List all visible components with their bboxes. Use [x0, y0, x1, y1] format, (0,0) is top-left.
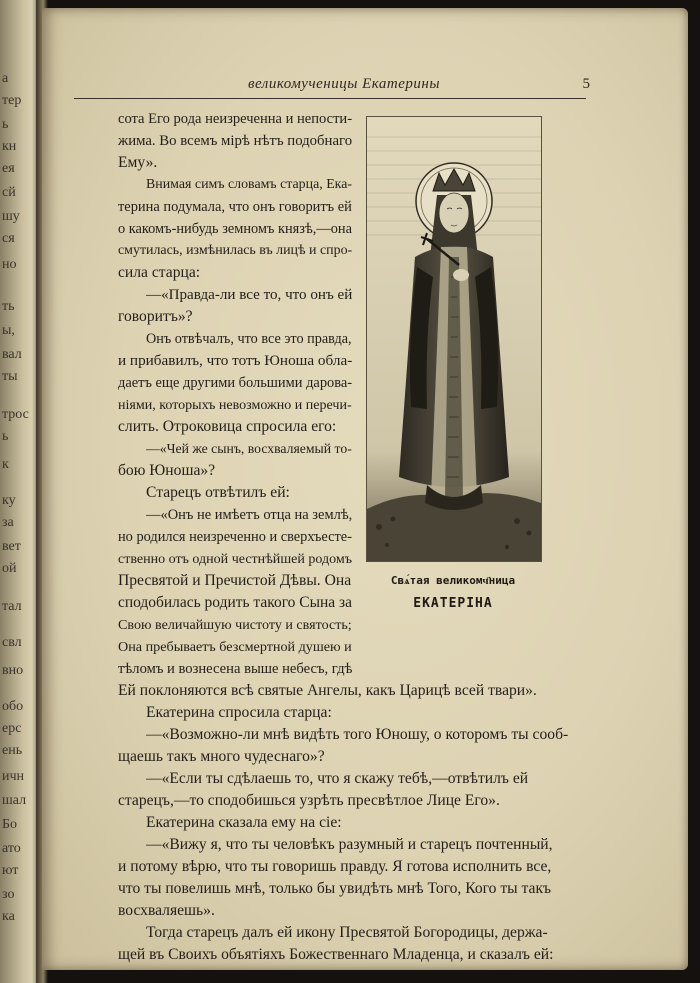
left-page-fragment: к: [2, 458, 9, 472]
text-line: Старецъ отвѣтилъ ей:: [146, 484, 290, 501]
left-page-fragment: Бо: [2, 818, 18, 832]
left-page-fragment: шал: [2, 794, 27, 808]
left-page-fragment: за: [2, 516, 14, 530]
text-line: —«Вижу я, что ты человѣкъ разумный и старецъ почтенный,: [146, 836, 553, 853]
text-line: Екатерина спросила старца:: [146, 704, 332, 721]
left-page-fragment: ку: [2, 494, 16, 508]
left-page-fragment: вет: [2, 540, 21, 554]
text-line: сподобилась родить такого Сына за: [118, 594, 352, 611]
text-line: щаешь такъ много чудеснаго»?: [118, 748, 325, 765]
left-page-fragment: ть: [2, 300, 15, 314]
page-number: 5: [582, 76, 590, 92]
text-line: сота Его рода неизреченна и непости-: [118, 111, 352, 127]
text-line: Внимая симъ словамъ старца, Ека-: [146, 177, 352, 192]
running-head: [70, 76, 590, 100]
left-page-fragment: трос: [2, 408, 29, 422]
text-line: Она пребываетъ безсмертной душею и: [118, 639, 352, 655]
text-line: но родился неизреченно и сверхъесте-: [118, 529, 352, 545]
text-line: щей въ Своихъ объятіяхъ Божественнаго Младенца, и сказалъ ей:: [118, 946, 554, 963]
text-line: Пресвятой и Пречистой Дѣвы. Она: [118, 572, 352, 589]
saint-figure-icon: [367, 117, 541, 561]
illustration-caption-name: ЕКАТЕРІНА: [413, 596, 493, 611]
illustration-caption-title: Свѧ́тая великомч҃ница: [390, 574, 516, 587]
text-line: и потому вѣрю, что ты говоришь правду. Я готова исполнить все,: [118, 858, 552, 875]
left-page-fragment: ют: [2, 864, 19, 878]
text-line: бою Юноша»?: [118, 462, 216, 479]
text-line: слить. Отроковица спросила его:: [118, 418, 337, 435]
left-page-edge: [0, 0, 40, 983]
left-page-fragment: ичн: [2, 770, 25, 784]
left-page-fragment: ея: [2, 162, 15, 176]
text-line: Онъ отвѣчалъ, что все это правда,: [146, 331, 352, 347]
left-page-fragment: тал: [2, 600, 22, 614]
text-line: тѣломъ и вознесена выше небесъ, гдѣ: [118, 661, 352, 677]
left-page-fragment: но: [2, 258, 17, 272]
text-line: говоритъ»?: [118, 308, 193, 325]
text-line: сила старца:: [118, 264, 201, 281]
text-line: Ей поклоняются всѣ святые Ангелы, какъ Царицѣ всей твари».: [118, 682, 537, 699]
left-page-fragment: сй: [2, 186, 16, 200]
saint-icon-illustration: [366, 116, 542, 562]
text-line: старецъ,—то сподобишься узрѣть пресвѣтлое Лице Его».: [118, 792, 500, 809]
left-page-fragment: шу: [2, 210, 20, 224]
text-line: —«Чей же сынъ, восхваляемый то-: [146, 441, 352, 456]
text-line: —«Возможно-ли мнѣ видѣть того Юношу, о которомъ ты сооб-: [146, 726, 569, 743]
left-page-fragment: вал: [2, 348, 22, 362]
text-line: восхваляешь».: [118, 902, 215, 919]
left-page-fragment: ы,: [2, 324, 15, 338]
text-line: терина подумала, что онъ говоритъ ей: [118, 199, 352, 215]
text-line: Свою величайшую чистоту и святость;: [118, 617, 352, 633]
text-line: ственно отъ одной честнѣйшей родомъ: [118, 551, 352, 567]
left-page-fragment: ты: [2, 370, 18, 384]
left-page-fragment: ка: [2, 910, 15, 924]
text-line: жима. Во всемъ мірѣ нѣтъ подобнаго: [118, 133, 352, 149]
left-page-fragment: ь: [2, 430, 9, 444]
left-page-fragment: а: [2, 72, 9, 86]
text-line: даетъ еще другими большими дарова-: [118, 375, 352, 391]
text-line: Ему».: [118, 154, 158, 171]
left-page-fragment: ерс: [2, 722, 22, 736]
text-line: Екатерина сказала ему на сіе:: [146, 814, 342, 831]
left-page-fragment: вно: [2, 664, 24, 678]
left-page-fragment: ь: [2, 118, 9, 132]
text-line: —«Онъ не имѣетъ отца на землѣ,: [146, 507, 352, 523]
running-title: великомученицы Екатерины: [248, 76, 440, 92]
text-line: смутилась, измѣнилась въ лицѣ и спро-: [118, 243, 352, 258]
left-page-fragment: ся: [2, 232, 15, 246]
text-line: —«Правда-ли все то, что онъ ей: [146, 287, 352, 303]
left-page-fragment: ень: [2, 744, 23, 758]
text-line: Тогда старецъ далъ ей икону Пресвятой Богородицы, держа-: [146, 924, 548, 941]
left-page-fragment: кн: [2, 140, 17, 154]
header-rule: [74, 98, 586, 99]
text-line: о какомъ-нибудь земномъ князѣ,—она: [118, 221, 352, 237]
left-page-fragment: ато: [2, 842, 21, 856]
text-line: и прибавилъ, что тотъ Юноша обла-: [118, 352, 352, 369]
left-page-fragment: обо: [2, 700, 24, 714]
left-page-fragment: тер: [2, 94, 22, 108]
text-line: что ты повелишь мнѣ, только бы увидѣть мнѣ Того, Кого ты такъ: [118, 880, 552, 897]
left-page-fragment: свл: [2, 636, 22, 650]
text-line: ніями, которыхъ невозможно и перечи-: [118, 397, 352, 413]
left-page-fragment: ой: [2, 562, 17, 576]
left-page-fragment: зо: [2, 888, 15, 902]
text-line: —«Если ты сдѣлаешь то, что я скажу тебѣ,—отвѣтилъ ей: [146, 770, 529, 787]
